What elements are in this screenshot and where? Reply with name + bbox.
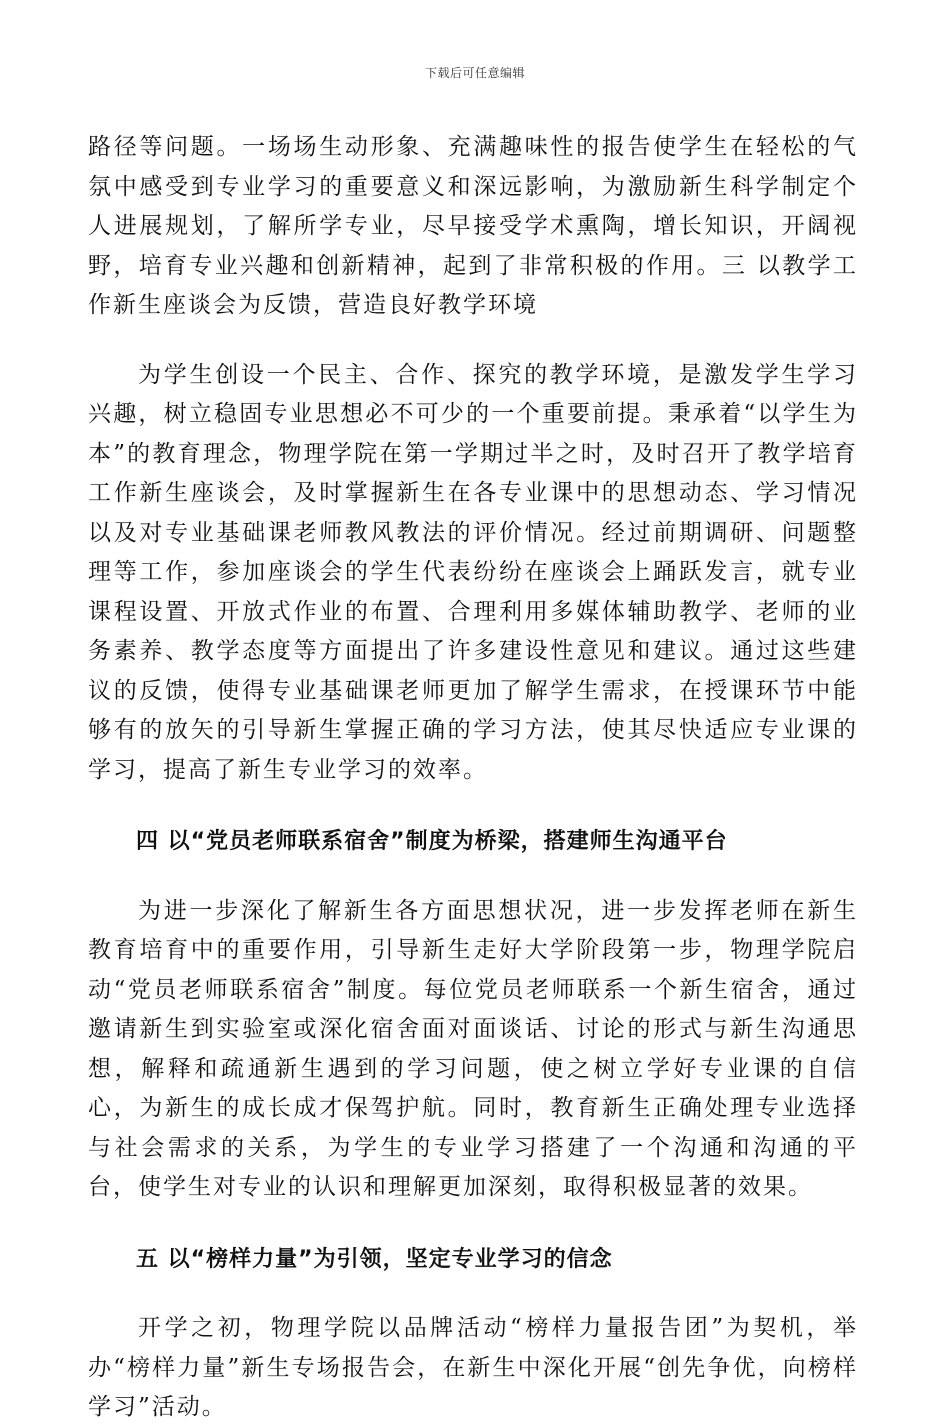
paragraph-text: 路径等问题。一场场生动形象、充满趣味性的报告使学生在轻松的气氛中感受到专业学习的重要意义和深远影响，为激励新生科学制定个人进展规划，了解所学专业，尽早接受学术熏陶，增长知识，开阔视野，培育专业兴趣和创新精神，起到了非常积极的作用。三 以教学工作新生座谈会为反馈，营造良好教学环境 bbox=[88, 134, 858, 318]
paragraph-text: 为学生创设一个民主、合作、探究的教学环境，是激发学生学习兴趣，树立稳固专业思想必不可少的一个重要前提。秉承着“以学生为本”的教育理念，物理学院在第一学期过半之时，及时召开了教学培育工作新生座谈会，及时掌握新生在各专业课中的思想动态、学习情况以及对专业基础课老师教风教法的评价情况。经过前期调研、问题整理等工作，参加座谈会的学生代表纷纷在座谈会上踊跃发言，就专业课程设置、开放式作业的布置、合理利用多媒体辅助教学、老师的业务素养、教学态度等方面提出了许多建设性意见和建议。通过这些建议的反馈，使得专业基础课老师更加了解学生需求，在授课环节中能够有的放矢的引导新生掌握正确的学习方法，使其尽快适应专业课的学习，提高了新生专业学习的效率。 bbox=[88, 361, 858, 783]
section-heading-5: 五 以“榜样力量”为引领，坚定专业学习的信念 bbox=[136, 1246, 613, 1272]
paragraph-party-teachers bbox=[88, 892, 858, 1208]
paragraph-role-models bbox=[88, 1309, 858, 1428]
page-header: 下载后可任意编辑 bbox=[424, 66, 525, 80]
document-body bbox=[88, 128, 858, 1428]
paragraph-text: 开学之初，物理学院以品牌活动“榜样力量报告团”为契机，举办“榜样力量”新生专场报告会，在新生中深化开展“创先争优，向榜样学习”活动。 bbox=[88, 1315, 858, 1420]
paragraph-continuation bbox=[88, 128, 858, 326]
section-heading-4: 四 以“党员老师联系宿舍”制度为桥梁，搭建师生沟通平台 bbox=[136, 829, 728, 854]
paragraph-teaching-environment bbox=[88, 356, 858, 791]
paragraph-text: 为进一步深化了解新生各方面思想状况，进一步发挥老师在新生教育培育中的重要作用，引导新生走好大学阶段第一步，物理学院启动“党员老师联系宿舍”制度。每位党员老师联系一个新生宿舍，通过邀请新生到实验室或深化宿舍面对面谈话、讨论的形式与新生沟通思想，解释和疏通新生遇到的学习问题，使之树立学好专业课的自信心，为新生的成长成才保驾护航。同时，教育新生正确处理专业选择与社会需求的关系，为学生的专业学习搭建了一个沟通和沟通的平台，使学生对专业的认识和理解更加深刻，取得积极显著的效果。 bbox=[88, 897, 858, 1200]
